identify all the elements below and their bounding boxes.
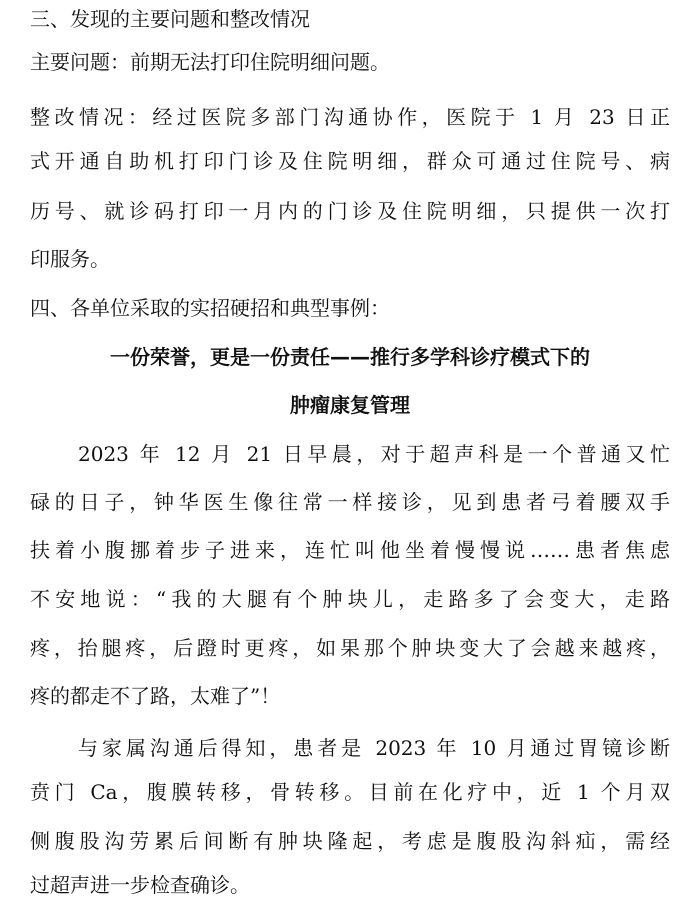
fix-line-4: 印服务。	[30, 247, 110, 271]
section-4-heading: 四、各单位采取的实招硬招和典型事例：	[30, 296, 390, 320]
para2-line-3: 侧腹股沟劳累后间断有肿块隆起，考虑是腹股沟斜疝，需经	[30, 829, 670, 853]
para1-line-3: 扶着小腹挪着步子进来，连忙叫他坐着慢慢说……患者焦虑	[30, 538, 670, 562]
para2-line-2: 贲门 Ca，腹膜转移，骨转移。目前在化疗中，近 1 个月双	[30, 780, 670, 804]
para1-line-2: 碌的日子，钟华医生像往常一样接诊，见到患者弓着腰双手	[30, 490, 670, 514]
main-problem-line: 主要问题：前期无法打印住院明细问题。	[30, 50, 390, 74]
para2-line-4: 过超声进一步检查确诊。	[30, 873, 250, 897]
para1-line-1: 2023 年 12 月 21 日早晨，对于超声科是一个普通又忙	[78, 442, 670, 466]
story-title-line-1: 一份荣誉，更是一份责任——推行多学科诊疗模式下的	[110, 345, 590, 369]
section-3-heading: 三、发现的主要问题和整改情况	[30, 7, 310, 31]
para1-line-6: 疼的都走不了路，太难了”！	[30, 684, 281, 708]
para1-line-4: 不安地说：“我的大腿有个肿块儿，走路多了会变大，走路	[30, 587, 670, 611]
fix-line-2: 式开通自助机打印门诊及住院明细，群众可通过住院号、病	[30, 149, 670, 173]
fix-line-1: 整改情况：经过医院多部门沟通协作，医院于 1 月 23 日正	[30, 105, 670, 129]
story-title-line-2: 肿瘤康复管理	[290, 393, 410, 417]
para1-line-5: 疼，抬腿疼，后蹬时更疼，如果那个肿块变大了会越来越疼，	[30, 636, 670, 660]
fix-line-3: 历号、就诊码打印一月内的门诊及住院明细，只提供一次打	[30, 199, 670, 223]
para2-line-1: 与家属沟通后得知，患者是 2023 年 10 月通过胃镜诊断	[78, 736, 670, 760]
